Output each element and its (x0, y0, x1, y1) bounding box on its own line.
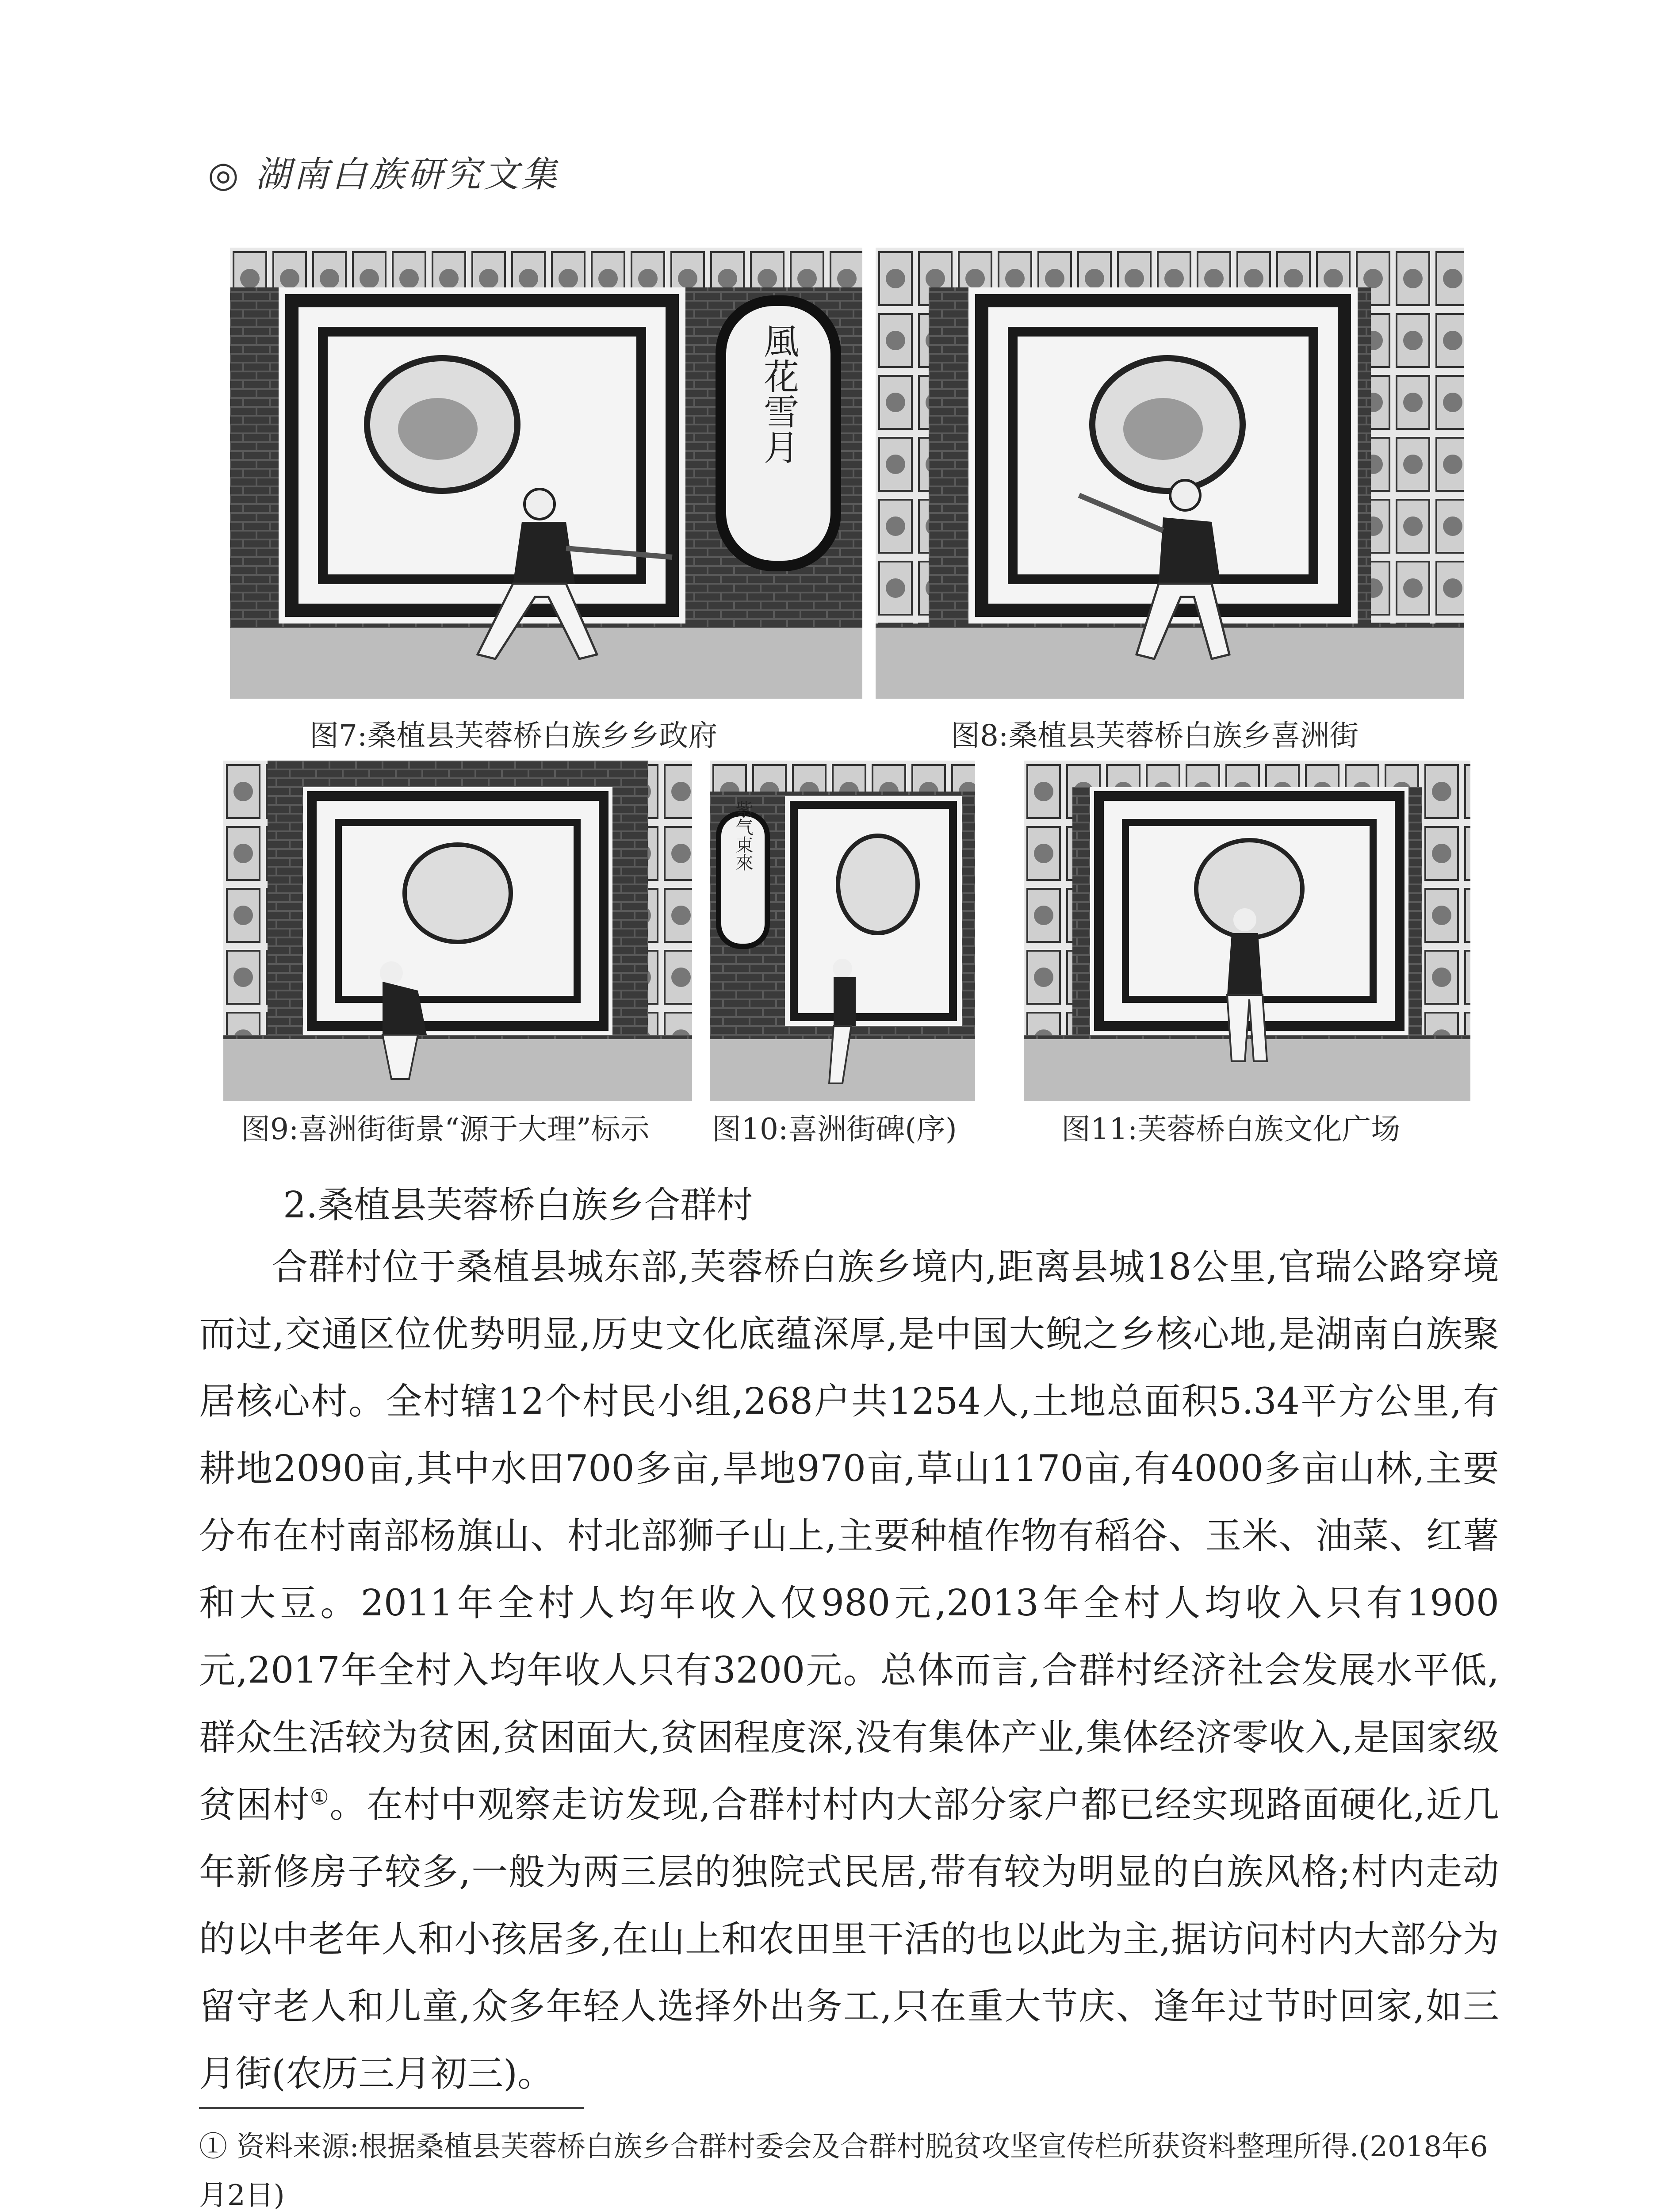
paragraph-part-2: 。在村中观察走访发现,合群村村内大部分家户都已经实现路面硬化,近几年新修房子较多,一般为两三层的独院式民居,带有较为明显的白族风格;村内走动的以中老年人和小孩居多,在山上和农田里干活的也以此为主,据访问村内大部分为留守老人和儿童,众多年轻人选择外出务工,只在重大节庆、逢年过节时回家,如三月街(农历三月初三)。 (199, 1784, 1499, 2095)
figure-9-photo (223, 761, 692, 1101)
footnote-text: ① 资料来源:根据桑植县芙蓉桥白族乡合群村委会及合群村脱贫攻坚宣传栏所获资料整理所得.(2018年6月2日) (199, 2131, 1488, 2211)
header-title: 湖南白族研究文集 (255, 154, 560, 195)
figure-11-caption: 图11:芙蓉桥白族文化广场 (1061, 1112, 1401, 1146)
running-header (208, 146, 559, 197)
figure-9-caption: 图9:喜洲街街景“源于大理”标示 (241, 1112, 650, 1146)
figure-7-photo (230, 248, 862, 699)
figure-8-photo (876, 248, 1464, 699)
body-paragraph (199, 1234, 1499, 2108)
section-title: 2.桑植县芙蓉桥白族乡合群村 (283, 1184, 753, 1226)
footnote-divider (199, 2107, 584, 2109)
figure-8-caption: 图8:桑植县芙蓉桥白族乡喜洲街 (951, 719, 1359, 753)
header-mark: ◎ (208, 154, 241, 195)
figure-11-photo (1024, 761, 1470, 1101)
figure-10-plaque-text: 紫气東來 (733, 800, 753, 871)
figure-7-caption: 图7:桑植县芙蓉桥白族乡乡政府 (310, 719, 718, 753)
paragraph-part-1: 合群村位于桑植县城东部,芙蓉桥白族乡境内,距离县城18公里,官瑞公路穿境而过,交通区位优势明显,历史文化底蕴深厚,是中国大鲵之乡核心地,是湖南白族聚居核心村。全村辖12个村民小组,268户共1254人,土地总面积5.34平方公里,有耕地2090亩,其中水田700多亩,旱地970亩,草山1170亩,有4000多亩山林,主要分布在村南部杨旗山、村北部狮子山上,主要种植作物有稻谷、玉米、油菜、红薯和大豆。2011年全村人均年收入仅980元,2013年全村人均收入只有1900元,2017年全村入均年收人只有3200元。总体而言,合群村经济社会发展水平低,群众生活较为贫困,贫困面大,贫困程度深,没有集体产业,集体经济零收入,是国家级贫困村 (199, 1246, 1499, 1826)
figure-10-photo (710, 761, 975, 1101)
figure-7-plaque-text: 風花雪月 (758, 323, 799, 464)
figure-10-caption: 图10:喜洲街碑(序) (712, 1112, 957, 1146)
footnote-reference[interactable]: ① (310, 1785, 330, 1810)
